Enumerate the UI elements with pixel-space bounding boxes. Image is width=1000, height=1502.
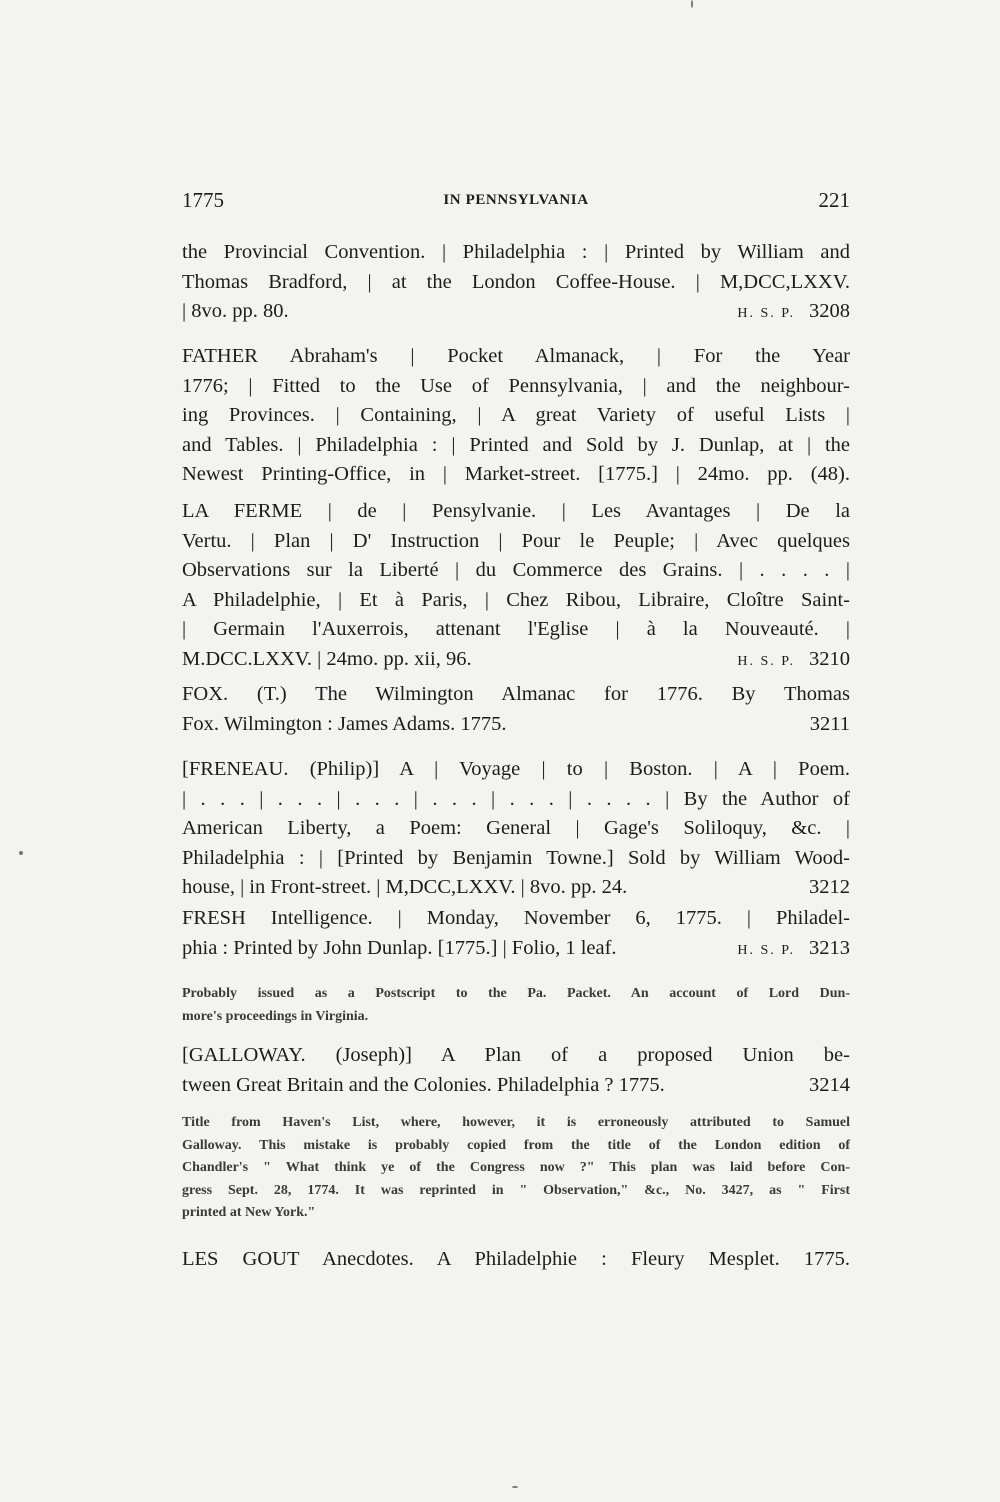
library-code: H. S. P.	[737, 653, 795, 669]
paper-speck	[19, 851, 23, 855]
running-header	[182, 188, 850, 218]
entry-line: Vertu. | Plan | D' Instruction | Pour le Peuple; | Avec quelques	[182, 529, 850, 552]
entry-line: Newest Printing-Office, in | Market-street. [1775.] | 24mo. pp. (48).	[182, 463, 850, 485]
entry-number: 3212	[809, 876, 850, 898]
entry-line: FOX. (T.) The Wilmington Almanac for 1776. By Thomas	[182, 683, 850, 705]
entry-line-text: Fox. Wilmington : James Adams. 1775.	[182, 712, 507, 735]
entry-line: | . . . | . . . | . . . | . . . | . . . | . . . . | By the Author of	[182, 787, 850, 810]
entry-line	[182, 710, 850, 740]
entry-number: 3211	[809, 712, 850, 735]
entry-line: Philadelphia : | [Printed by Benjamin Towne.] Sold by William Wood-	[182, 846, 850, 869]
header-year: 1775	[182, 188, 224, 212]
entry-line: FRESH Intelligence. | Monday, November 6, 1775. | Philadel-	[182, 907, 850, 929]
entry-number: 3210	[809, 647, 850, 670]
note-3213	[182, 983, 850, 1028]
note-3214	[182, 1112, 850, 1225]
entry-line	[182, 297, 850, 327]
entry-number: 3214	[809, 1073, 850, 1096]
entry-3211	[182, 680, 850, 739]
entry-line-text: phia : Printed by John Dunlap. [1775.] | Folio, 1 leaf.	[182, 936, 617, 959]
running-title: IN PENNSYLVANIA	[443, 192, 589, 208]
entry-3210	[182, 497, 850, 674]
entry-father-abraham	[182, 342, 850, 490]
entry-line: Observations sur la Liberté | du Commerce des Grains. | . . . . |	[182, 559, 850, 581]
entry-line: [FRENEAU. (Philip)] A | Voyage | to | Boston. | A | Poem.	[182, 758, 850, 780]
page-number: 221	[818, 188, 850, 212]
note-line: Chandler's " What think ye of the Congress now ?" This plan was laid before Con-	[182, 1160, 850, 1175]
entry-line	[182, 873, 850, 903]
entry-reference	[737, 297, 850, 329]
entry-3214	[182, 1041, 850, 1100]
entry-line: American Liberty, a Poem: General | Gage's Soliloquy, &c. |	[182, 817, 850, 839]
note-line: Title from Haven's List, where, however, it is erroneously attributed to Samuel	[182, 1115, 850, 1130]
library-code: H. S. P.	[737, 942, 795, 958]
entry-number: 3213	[809, 936, 850, 959]
entry-les-gout	[182, 1245, 850, 1275]
entry-line: LA FERME | de | Pensylvanie. | Les Avantages | De la	[182, 500, 850, 522]
paper-speck	[512, 1486, 518, 1488]
note-line: Galloway. This mistake is probably copied from the title of the London edition of	[182, 1137, 850, 1153]
entry-line: Thomas Bradford, | at the London Coffee-House. | M,DCC,LXXV.	[182, 270, 850, 293]
entry-line: LES GOUT Anecdotes. A Philadelphie : Fleury Mesplet. 1775.	[182, 1248, 850, 1270]
note-line: Probably issued as a Postscript to the Pa. Packet. An account of Lord Dun-	[182, 986, 850, 1001]
entry-reference	[737, 934, 850, 966]
entry-reference	[737, 645, 850, 677]
entry-3208	[182, 238, 850, 327]
entry-line	[182, 934, 850, 964]
entry-line-text: house, | in Front-street. | M,DCC,LXXV. | 8vo. pp. 24.	[182, 876, 628, 898]
note-line: printed at New York."	[182, 1205, 316, 1220]
entry-line: ing Provinces. | Containing, | A great Variety of useful Lists |	[182, 404, 850, 426]
entry-3212	[182, 755, 850, 903]
entry-line: [GALLOWAY. (Joseph)] A Plan of a proposed Union be-	[182, 1044, 850, 1066]
entry-line-text: tween Great Britain and the Colonies. Philadelphia ? 1775.	[182, 1073, 665, 1096]
entry-line: the Provincial Convention. | Philadelphia : | Printed by William and	[182, 241, 850, 263]
entry-line-text: M.DCC.LXXV. | 24mo. pp. xii, 96.	[182, 647, 472, 670]
entry-line	[182, 645, 850, 675]
library-code: H. S. P.	[737, 306, 795, 321]
entry-line-text: | 8vo. pp. 80.	[182, 300, 289, 322]
entry-line: FATHER Abraham's | Pocket Almanack, | For the Year	[182, 345, 850, 367]
entry-line	[182, 1071, 850, 1101]
entry-line: | Germain l'Auxerrois, attenant l'Eglise | à la Nouveauté. |	[182, 618, 850, 640]
entry-3213	[182, 904, 850, 963]
entry-line: and Tables. | Philadelphia : | Printed and Sold by J. Dunlap, at | the	[182, 433, 850, 456]
note-line: more's proceedings in Virginia.	[182, 1008, 369, 1024]
note-line: gress Sept. 28, 1774. It was reprinted in " Observation," &c., No. 3427, as " First	[182, 1182, 850, 1198]
entry-number: 3208	[809, 300, 850, 322]
entry-line: A Philadelphie, | Et à Paris, | Chez Ribou, Libraire, Cloître Saint-	[182, 588, 850, 611]
paper-speck	[691, 0, 693, 8]
entry-line: 1776; | Fitted to the Use of Pennsylvania, | and the neighbour-	[182, 374, 850, 397]
